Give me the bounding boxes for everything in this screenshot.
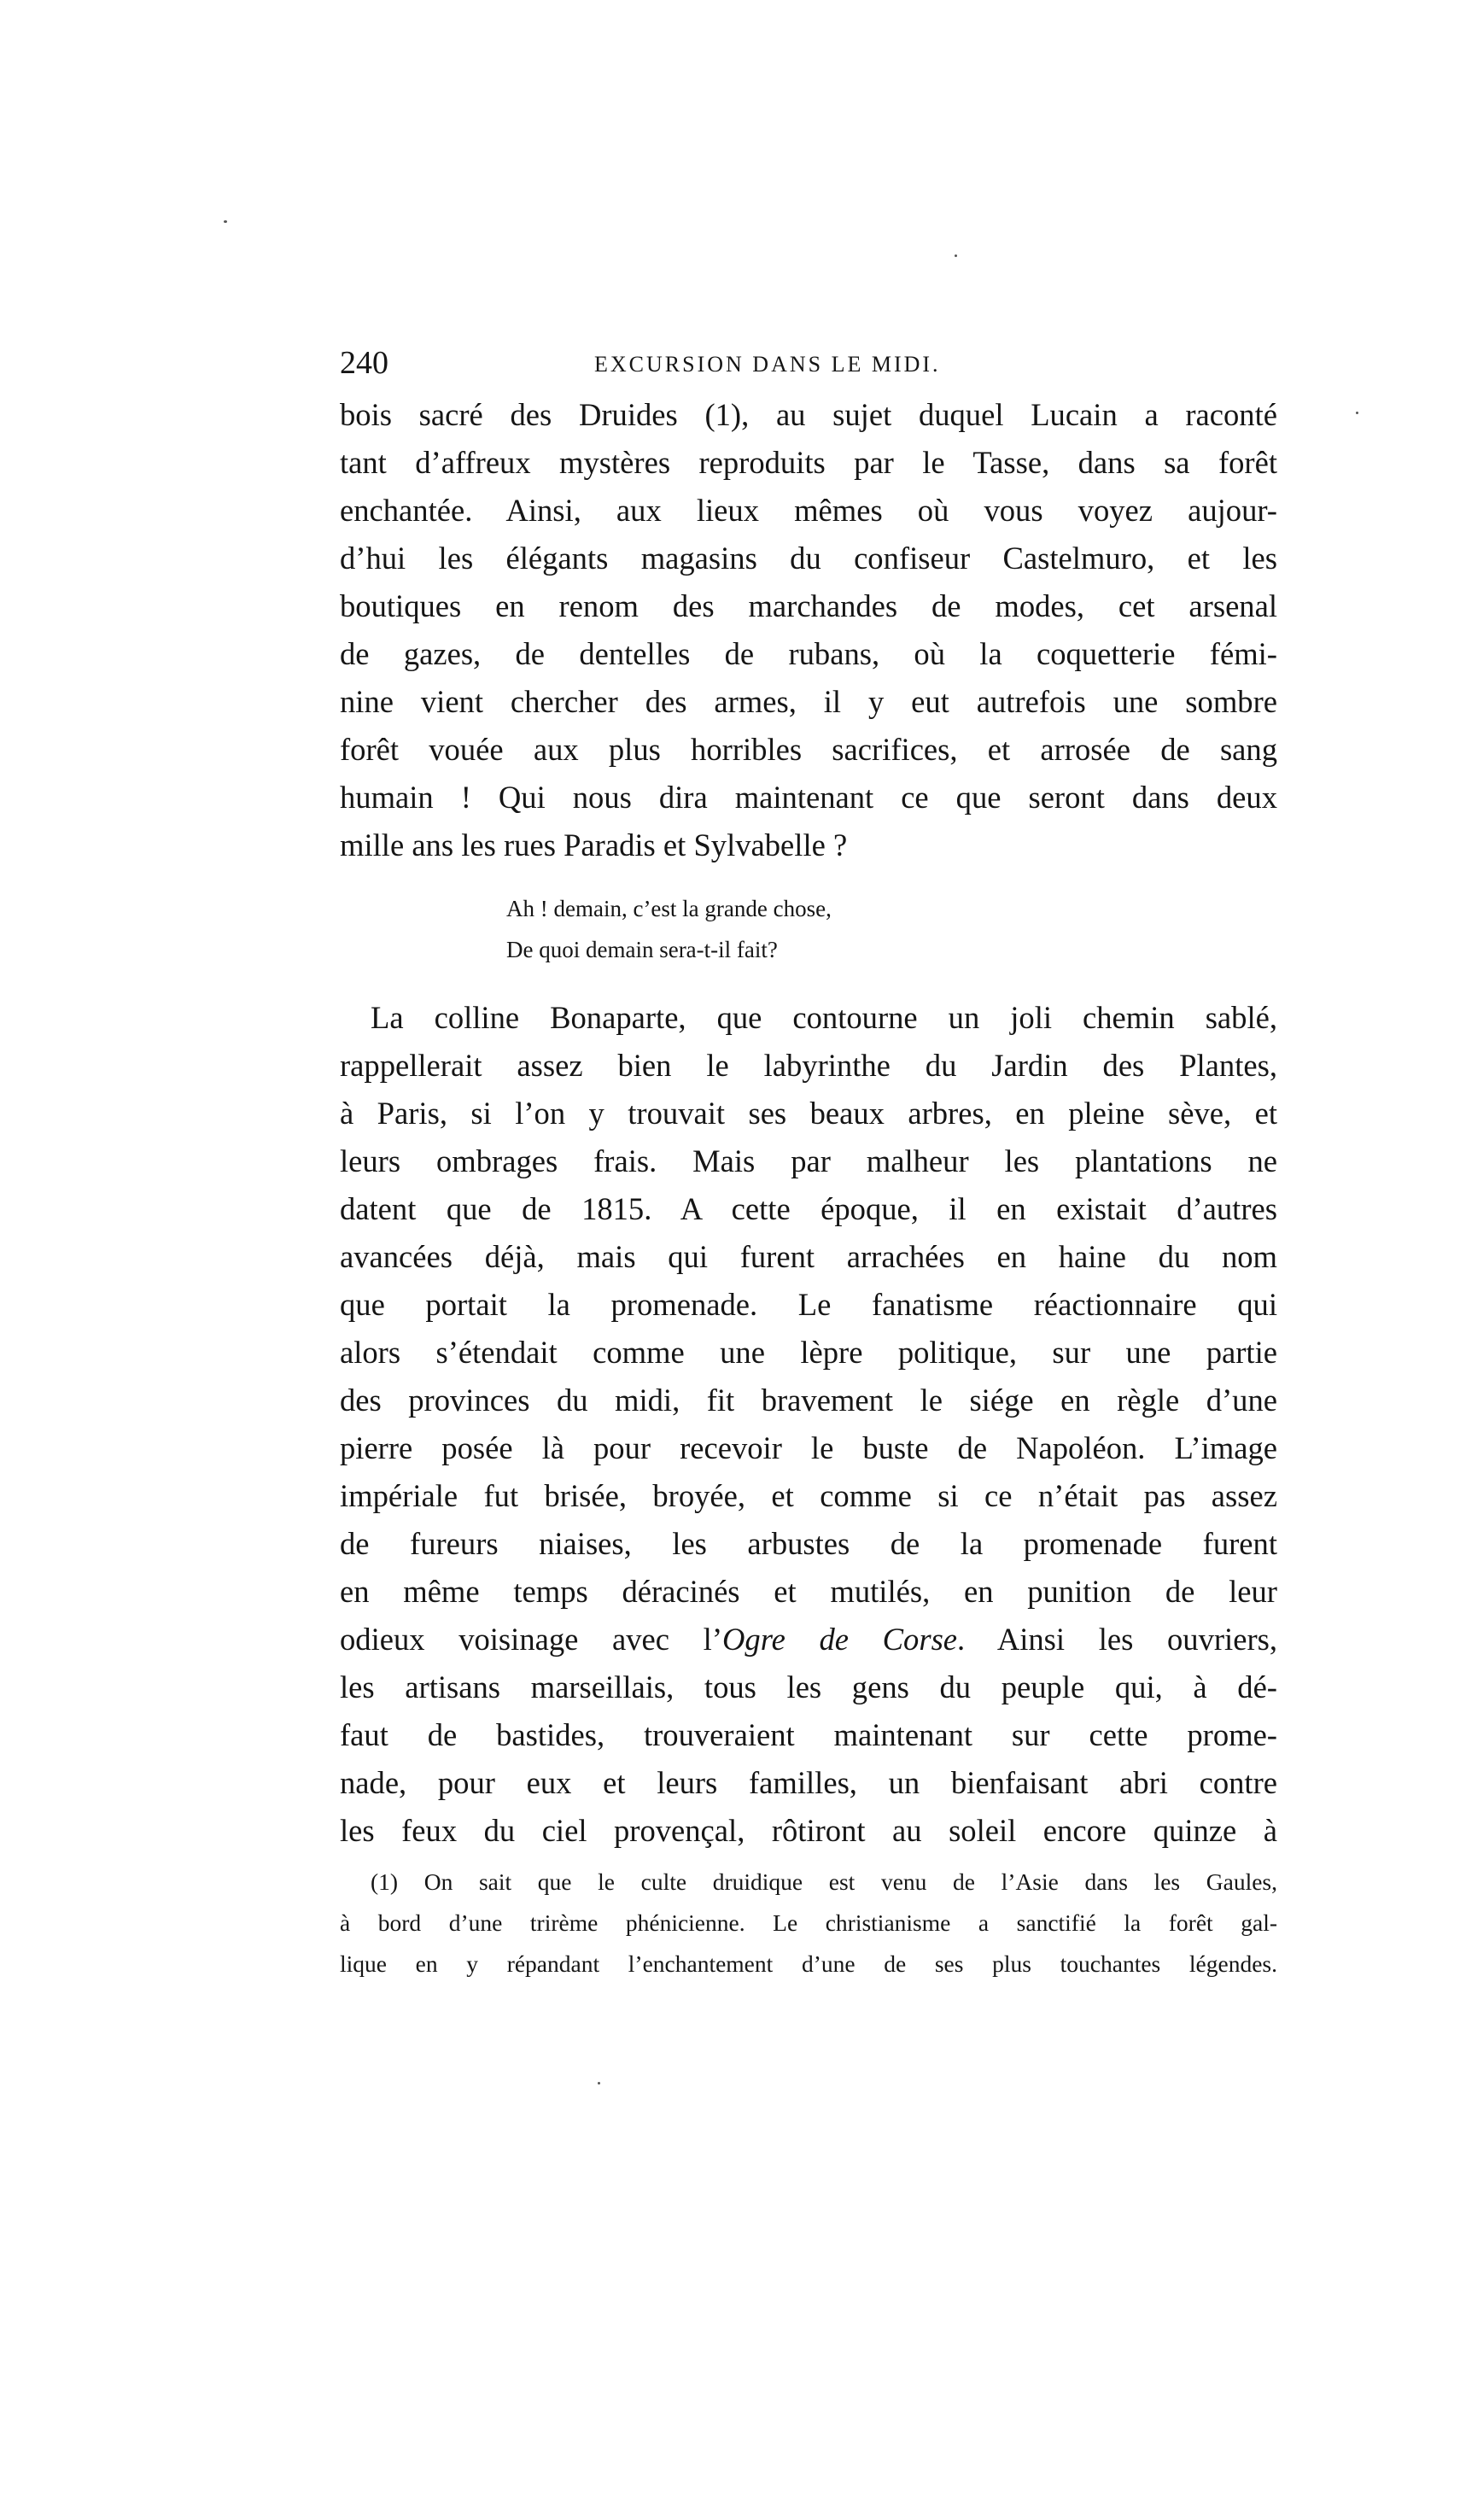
text-fragment: odieux voisinage avec l’	[340, 1622, 723, 1657]
ink-speck	[224, 220, 227, 223]
page-number: 240	[340, 345, 388, 381]
italic-phrase: Ogre de Corse	[722, 1622, 958, 1657]
text-line: nine vient chercher des armes, il y eut autrefois une sombre	[340, 684, 1277, 719]
text-line: datent que de 1815. A cette époque, il en existait d’autres	[340, 1191, 1277, 1226]
text-line	[340, 1616, 1277, 1663]
footnote-line: (1) On sait que le culte druidique est venu de l’Asie dans les Gaules,	[371, 1868, 1277, 1895]
verse-line: Ah ! demain, c’est la grande chose,	[506, 896, 832, 921]
text-fragment: . Ainsi les ouvriers,	[957, 1622, 1278, 1657]
text-line: des provinces du midi, fit bravement le siége en règle d’une	[340, 1383, 1277, 1418]
verse-quote	[506, 888, 1277, 970]
text-line: enchantée. Ainsi, aux lieux mêmes où vous voyez aujour-	[340, 493, 1277, 528]
text-line: nade, pour eux et leurs familles, un bienfaisant abri contre	[340, 1765, 1277, 1800]
page-header	[340, 342, 1277, 384]
text-line: leurs ombrages frais. Mais par malheur les plantations ne	[340, 1143, 1277, 1178]
footnote-line: à bord d’une trirème phénicienne. Le christianisme a sanctifié la forêt gal-	[340, 1909, 1277, 1936]
text-line: rappellerait assez bien le labyrinthe du Jardin des Plantes,	[340, 1048, 1277, 1083]
text-line: pierre posée là pour recevoir le buste de Napoléon. L’image	[340, 1430, 1277, 1465]
text-line: à Paris, si l’on y trouvait ses beaux arbres, en pleine sève, et	[340, 1096, 1277, 1131]
text-line: en même temps déracinés et mutilés, en punition de leur	[340, 1574, 1277, 1609]
ink-speck	[1356, 412, 1358, 414]
footnote-line: lique en y répandant l’enchantement d’une de ses plus touchantes légendes.	[340, 1950, 1277, 1977]
text-line: impériale fut brisée, broyée, et comme si ce n’était pas assez	[340, 1478, 1277, 1513]
text-line: tant d’affreux mystères reproduits par le Tasse, dans sa forêt	[340, 445, 1277, 480]
paragraph	[340, 391, 1277, 869]
text-line: La colline Bonaparte, que contourne un joli chemin sablé,	[371, 1000, 1277, 1035]
text-line: de fureurs niaises, les arbustes de la promenade furent	[340, 1526, 1277, 1561]
body-text	[340, 391, 1277, 1855]
text-line: boutiques en renom des marchandes de modes, cet arsenal	[340, 588, 1277, 623]
text-line: humain ! Qui nous dira maintenant ce que seront dans deux	[340, 780, 1277, 815]
text-line: alors s’étendait comme une lèpre politique, sur une partie	[340, 1335, 1277, 1370]
verse-line: De quoi demain sera-t-il fait?	[506, 937, 778, 962]
text-line: d’hui les élégants magasins du confiseur Castelmuro, et les	[340, 541, 1277, 576]
text-line: que portait la promenade. Le fanatisme réactionnaire qui	[340, 1287, 1277, 1322]
text-line: les feux du ciel provençal, rôtiront au soleil encore quinze à	[340, 1813, 1277, 1848]
text-line: bois sacré des Druides (1), au sujet duquel Lucain a raconté	[340, 397, 1277, 432]
ink-speck	[955, 254, 957, 257]
paragraph	[340, 994, 1277, 1855]
text-line: mille ans les rues Paradis et Sylvabelle ?	[340, 827, 848, 862]
text-line: forêt vouée aux plus horribles sacrifices, et arrosée de sang	[340, 732, 1277, 767]
text-line: les artisans marseillais, tous les gens du peuple qui, à dé-	[340, 1669, 1277, 1704]
text-line: avancées déjà, mais qui furent arrachées en haine du nom	[340, 1239, 1277, 1274]
text-line: de gazes, de dentelles de rubans, où la coquetterie fémi-	[340, 636, 1277, 671]
ink-speck	[598, 2082, 600, 2084]
footnote	[340, 1862, 1277, 1985]
text-line: faut de bastides, trouveraient maintenant sur cette prome-	[340, 1717, 1277, 1752]
running-head: EXCURSION DANS LE MIDI.	[594, 352, 941, 377]
